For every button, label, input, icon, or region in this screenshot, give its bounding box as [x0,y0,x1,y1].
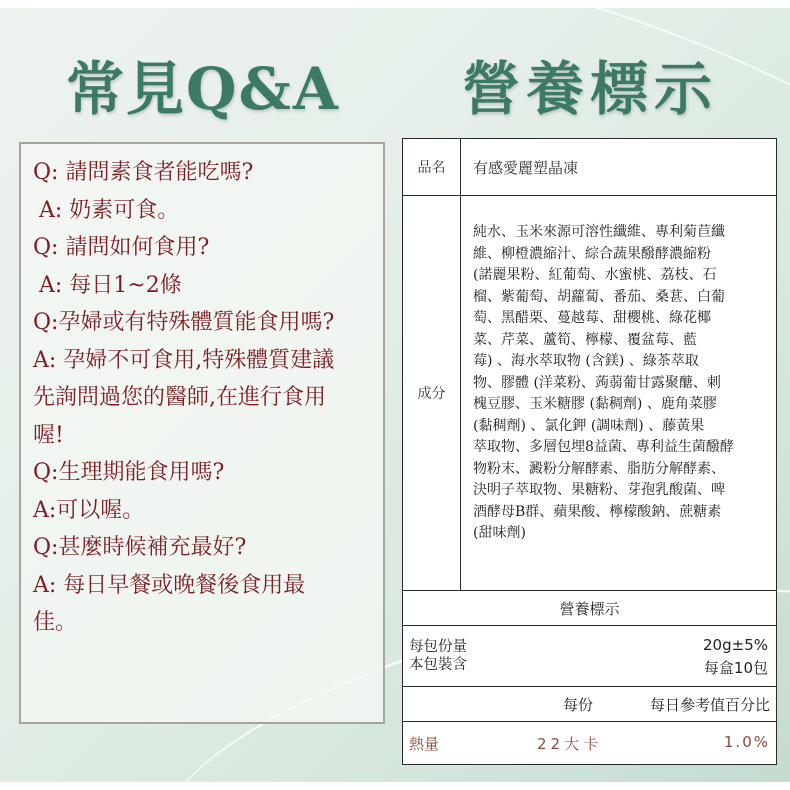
package-label: 本包裝含 [409,657,467,673]
qa-answer: A: 每日1~2條 [39,272,182,298]
bottom-border-strip [0,782,790,790]
ingredients-line: 萃取物、多層包埋8益菌、專利益生菌醱酵 [473,439,734,455]
ingredients-value [461,196,776,590]
top-border-strip [0,0,790,8]
qa-panel [19,142,385,724]
ingredients-line: 榴、紫葡萄、胡蘿蔔、番茄、桑葚、白葡 [473,288,725,305]
energy-row [403,722,776,764]
qa-answer: A:可以喔。 [33,497,145,523]
product-name-label: 品名 [403,139,461,195]
nutrition-table [402,138,777,765]
qa-question: Q:甚麼時候補充最好? [33,535,247,560]
ingredients-line: 決明子萃取物、果糖粉、芽孢乳酸菌、啤 [473,482,725,498]
ingredients-line: 維、柳橙濃縮汁、綜合蔬果醱酵濃縮粉 [473,245,711,262]
package-value: 每盒10包 [703,659,768,677]
per-serving-header: 每份 [563,696,594,714]
ingredients-row [403,196,776,591]
ingredients-line: 萄、黑醋栗、蔓越莓、甜櫻桃、綠花椰 [473,310,711,326]
ingredients-line: 酒酵母B群、蘋果酸、檸檬酸鈉、蔗糖素 [473,503,722,520]
nutrition-heading: 營養標示 [462,55,719,123]
product-name-value: 有感愛麗塑晶凍 [473,158,579,177]
qa-question: Q:孕婦或有特殊體質能食用嗎? [33,310,335,335]
nutrition-title: 營養標示 [559,599,620,618]
qa-heading: 常見Q&A [66,55,340,123]
ingredients-line: (黏稠劑) 、氯化鉀 (調味劑) 、藤黃果 [473,417,705,434]
serving-size-value: 20g±5% [703,636,768,654]
ingredients-line: (諾麗果粉、紅葡萄、水蜜桃、荔枝、石 [473,267,717,283]
nutrition-title-row [403,591,776,626]
energy-per-serving: 22大卡 [537,735,603,753]
serving-labels [409,638,467,674]
qa-answer: A: 孕婦不可食用,特殊體質建議 [33,347,335,373]
qa-answer: A: 奶素可食。 [39,197,180,223]
nutrition-column-header-row [403,687,776,722]
qa-answer: 先詢問過您的醫師,在進行食用 [33,385,326,410]
ingredients-line: 純水、玉米來源可溶性纖維、專利菊苣纖 [473,224,725,240]
product-name-row [403,139,776,196]
ingredients-line: 莓) 、海水萃取物 (含鎂) 、綠茶萃取 [473,353,699,369]
qa-question: Q:生理期能食用嗎? [33,460,225,485]
qa-answer: 喔! [33,422,64,448]
serving-values [703,634,768,680]
ingredients-line: 菜、芹菜、蘆筍、檸檬、覆盆莓、藍 [473,331,697,348]
ingredients-line: (甜味劑) [473,525,526,541]
ingredients-line: 物、膠體 (洋菜粉、蒟蒻葡甘露聚醣、刺 [473,374,721,391]
ingredients-line: 物粉末、澱粉分解酵素、脂肪分解酵素、 [473,460,725,477]
ingredients-label: 成分 [403,196,461,590]
serving-size-label: 每包份量 [409,639,467,655]
energy-daily-pct: 1.0% [723,733,770,751]
qa-answer: A: 每日早餐或晚餐後食用最 [33,572,306,598]
qa-question: Q: 請問素食者能吃嗎? [33,160,254,185]
serving-row [403,626,776,687]
energy-label: 熱量 [409,735,440,753]
qa-question: Q: 請問如何食用? [33,235,210,260]
qa-answer: 佳。 [33,610,78,635]
daily-pct-header: 每日參考值百分比 [649,696,770,714]
ingredients-line: 槐豆膠、玉米糖膠 (黏稠劑) 、鹿角菜膠 [473,396,717,412]
